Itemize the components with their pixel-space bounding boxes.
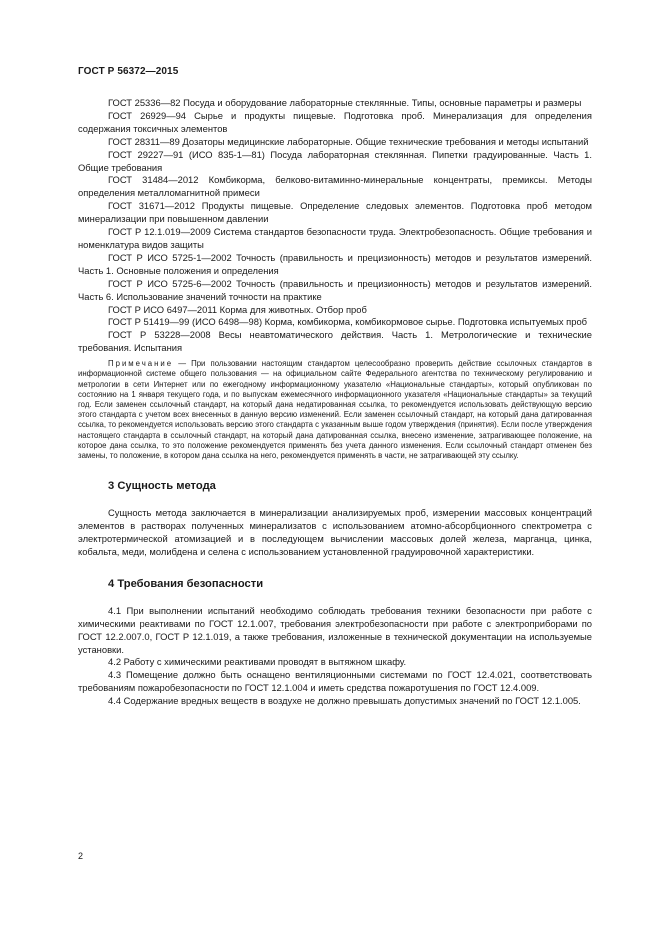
section-4-title: 4 Требования безопасности — [108, 577, 264, 590]
note-block — [78, 359, 592, 461]
reference-item: ГОСТ Р ИСО 5725-6—2002 Точность (правильность и прецизионность) методов и результатов измерений. Часть 6. Использование значений точности на практике — [78, 277, 592, 302]
reference-item: ГОСТ 25336—82 Посуда и оборудование лабораторные стеклянные. Типы, основные параметры и размеры — [108, 97, 582, 108]
section-4-paragraph: 4.4 Содержание вредных веществ в воздухе не должно превышать допустимых значений по ГОСТ 12.1.005. — [108, 695, 581, 707]
document-header: ГОСТ Р 56372—2015 — [78, 66, 179, 77]
reference-item: ГОСТ Р 53228—2008 Весы неавтоматического действия. Часть 1. Метрологические и технические требования. Испытания — [78, 329, 592, 354]
reference-item: ГОСТ 26929—94 Сырье и продукты пищевые. Подготовка проб. Минерализация для определения содержания токсичных элементов — [78, 109, 592, 134]
note-label: Примечание — [108, 359, 174, 369]
reference-item: ГОСТ 31484—2012 Комбикорма, белково-витаминно-минеральные концентраты, премиксы. Методы определения металломагнитной примеси — [78, 174, 592, 199]
reference-item: ГОСТ 28311—89 Дозаторы медицинские лабораторные. Общие технические требования и методы испытаний — [108, 135, 589, 147]
reference-item: ГОСТ Р 12.1.019—2009 Система стандартов безопасности труда. Электробезопасность. Общие требования и номенклатура видов защиты — [78, 226, 592, 250]
section-4-paragraph: 4.1 При выполнении испытаний необходимо соблюдать требования техники безопасности при работе с химическими реактивами по ГОСТ 12.1.007, требования электробезопасности при работе с электроприборами по ГОСТ 12.2.007.0, ГОСТ Р 12.1.019, а также требования, изложенные в технической документации на используемые установки. — [78, 604, 592, 655]
reference-item: ГОСТ 29227—91 (ИСО 835-1—81) Посуда лабораторная стеклянная. Пипетки градуированные. Часть 1. Общие требования — [78, 148, 592, 173]
section-3-paragraph: Сущность метода заключается в минерализации анализируемых проб, измерении массовых концентраций элементов в растворах полученных минерализатов с использованием атомно-абсорбционного спектрометра с электротермической атомизацией и в последующем вычислении массовых долей железа, марганца, цинка, кобальта, меди, молибдена и селена с использованием установленной градуировочной характеристики. — [78, 507, 592, 557]
reference-item: ГОСТ Р ИСО 6497—2011 Корма для животных. Отбор проб — [108, 303, 367, 315]
reference-item: ГОСТ Р 51419—99 (ИСО 6498—98) Корма, комбикорма, комбикормовое сырье. Подготовка испытуемых проб — [108, 316, 588, 328]
note-text: — При пользовании настоящим стандартом целесообразно проверить действие ссылочных стандартов в информационной системе общего пользования — на официальном сайте Федерального агентства по техническому регулированию и метрологии в сети Интернет или по ежегодному информационному указателю «Национальные стандарты», который опубликован по состоянию на 1 января текущего года, и по выпускам ежемесячного информационного указателя «Национальные стандарты» за текущий год. Если заменен ссылочный стандарт, на который дана недатированная ссылка, то рекомендуется использовать действующую версию этого стандарта с учетом всех внесенных в данную версию изменений. Если заменен ссылочный стандарт, на который дана датированная ссылка, то рекомендуется использовать версию этого стандарта с указанным выше годом утверждения (принятия). Если после утверждения настоящего стандарта в ссылочный стандарт, на который дана датированная ссылка, внесено изменение, затрагивающее положение, на которое дана ссылка, то это положение рекомендуется применять без учета данного изменения. Если ссылочный стандарт отменен без замены, то положение, в котором дана ссылка на него, рекомендуется применять в части, не затрагивающей эту ссылку. — [78, 359, 592, 460]
references-list — [78, 97, 592, 355]
document-body — [78, 97, 592, 708]
reference-item: ГОСТ Р ИСО 5725-1—2002 Точность (правильность и прецизионность) методов и результатов измерений. Часть 1. Основные положения и определения — [78, 251, 592, 276]
section-4-paragraph: 4.2 Работу с химическими реактивами проводят в вытяжном шкафу. — [108, 656, 407, 668]
section-3-title: 3 Сущность метода — [108, 480, 216, 493]
section-4-paragraph: 4.3 Помещение должно быть оснащено вентиляционными системами по ГОСТ 12.4.021, соответствовать требованиям пожаробезопасности по ГОСТ 12.1.004 и иметь средства пожаротушения по ГОСТ 12.4.009. — [78, 669, 592, 694]
page-number: 2 — [78, 851, 84, 861]
reference-item: ГОСТ 31671—2012 Продукты пищевые. Определение следовых элементов. Подготовка проб методом минерализации при повышенном давлении — [78, 200, 592, 225]
